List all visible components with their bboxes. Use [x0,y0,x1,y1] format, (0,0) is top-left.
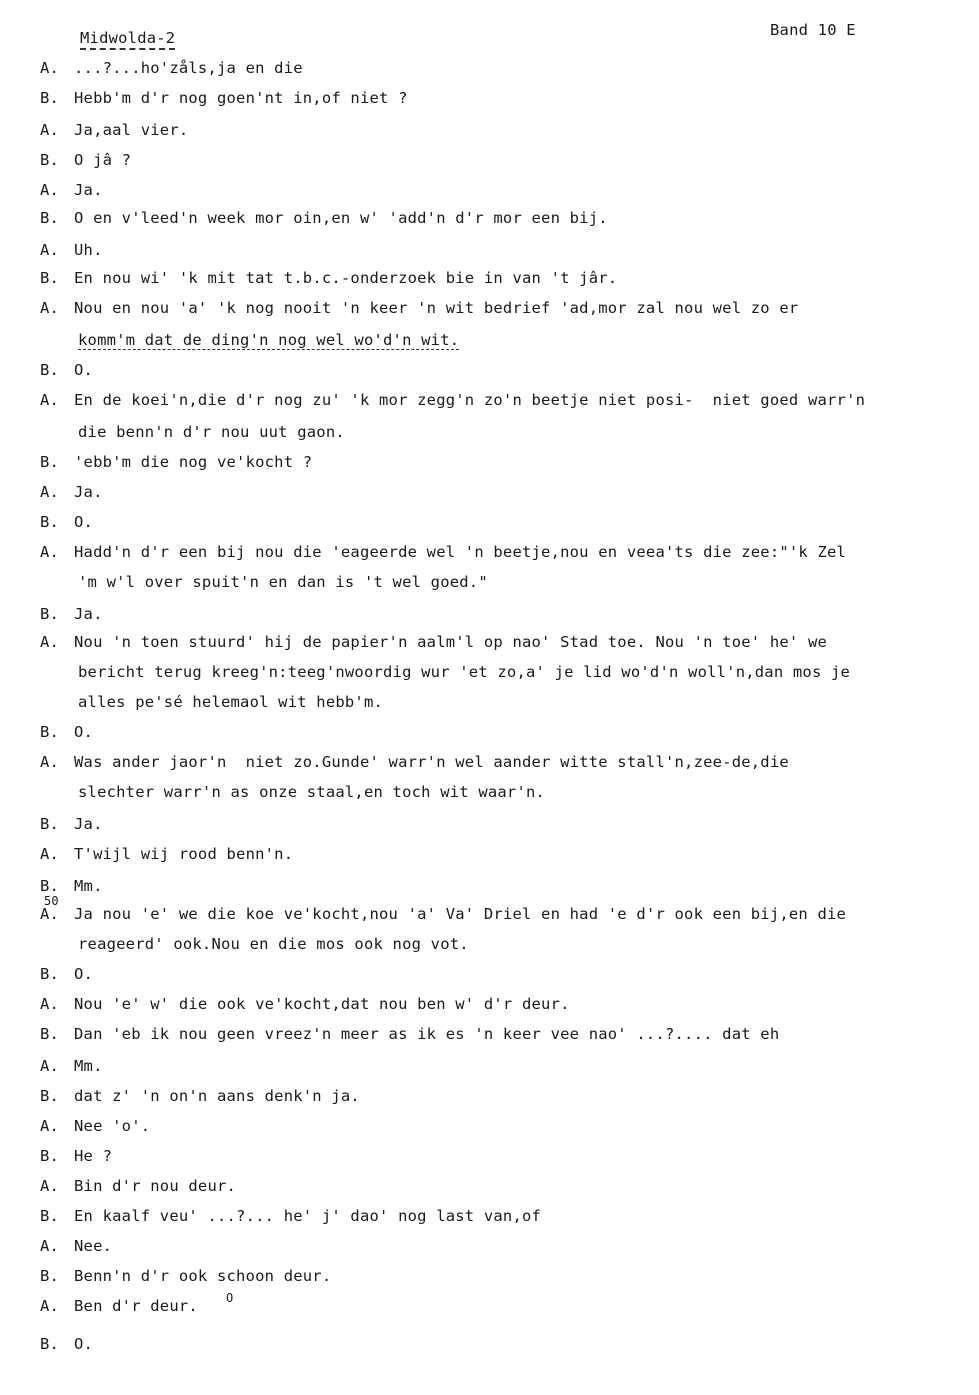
utterance-text: Hebb'm d'r nog goen'nt in,of niet ? [74,89,408,107]
utterance-text: Uh. [74,241,103,259]
speaker-label: A. [40,1117,60,1135]
trailing-fragment: er [779,299,799,317]
utterance-text: Nee 'o'. [74,1117,151,1135]
utterance-text: O. [74,723,94,741]
utterance-text: O jâ ? [74,151,132,169]
transcript-line [40,390,865,410]
transcript-line [40,150,131,170]
utterance-text: Bin d'r nou deur. [74,1177,237,1195]
utterance-text: Was ander jaor'n niet zo.Gunde' warr'n wel aander witte stall'n,zee-de,die [74,753,789,771]
speaker-label: A. [40,995,60,1013]
transcript-continuation [78,572,488,592]
transcript-line [40,360,93,380]
utterance-text: Mm. [74,877,103,895]
transcript-line [40,482,103,502]
transcript-line [40,814,103,834]
utterance-text: En nou wi' 'k mit tat t.b.c.-onderzoek bie in van 't jâr. [74,269,618,287]
transcript-continuation [78,662,850,682]
speaker-label: B. [40,1207,60,1225]
utterance-text: Benn'n d'r ook schoon deur. [74,1267,332,1285]
speaker-label: A. [40,1057,60,1075]
margin-number: 50 [44,894,59,908]
speaker-label: B. [40,1025,60,1043]
utterance-text: Ben d'r deur. [74,1297,198,1315]
utterance-text: Ja. [74,483,103,501]
speaker-label: B. [40,605,60,623]
band-label: Band 10 E [770,21,856,39]
transcript-line [40,632,827,652]
speaker-label: B. [40,361,60,379]
transcript-line [40,268,617,288]
utterance-text: dat z' 'n on'n aans denk'n ja. [74,1087,360,1105]
superscript-mark: O [226,1291,234,1305]
speaker-label: B. [40,269,60,287]
transcript-line [40,994,570,1014]
speaker-label: B. [40,815,60,833]
utterance-text: En de koei'n,die d'r nog zu' 'k mor zegg'n zo'n beetje niet posi- niet goed warr'n [74,391,866,409]
speaker-label: B. [40,723,60,741]
transcript-line [40,904,846,924]
speaker-label: B. [40,1147,60,1165]
utterance-text: Ja nou 'e' we die koe ve'kocht,nou 'a' Va' Driel en had 'e d'r ook een bij,en die [74,905,847,923]
transcript-line [40,1086,360,1106]
speaker-label: A. [40,845,60,863]
transcript-line [40,240,103,260]
transcript-continuation [78,330,459,350]
utterance-text: bericht terug kreeg'n:teeg'nwoordig wur 'et zo,a' je lid wo'd'n woll'n,dan mos je [78,663,851,681]
transcript-line [40,1206,541,1226]
utterance-text: Nee. [74,1237,113,1255]
transcript-continuation [78,422,345,442]
utterance-text: Ja. [74,181,103,199]
utterance-text: 'ebb'm die nog ve'kocht ? [74,453,313,471]
utterance-text: ...?...ho'zåls,ja en die [74,59,303,77]
utterance-text: 'm w'l over spuit'n en dan is 't wel goed." [78,573,488,591]
utterance-text: T'wijl wij rood benn'n. [74,845,294,863]
page-title: Midwolda-2 [80,28,175,50]
speaker-label: A. [40,543,60,561]
speaker-label: A. [40,1237,60,1255]
speaker-label: B. [40,453,60,471]
utterance-text: Nou 'n toen stuurd' hij de papier'n aalm'l op nao' Stad toe. Nou 'n toe' he' we [74,633,828,651]
speaker-label: A. [40,633,60,651]
utterance-text: alles pe'sé helemaol wit hebb'm. [78,693,384,711]
speaker-label: A. [40,1297,60,1315]
utterance-text: O. [74,513,94,531]
speaker-label: A. [40,299,60,317]
speaker-label: A. [40,241,60,259]
utterance-text: Hadd'n d'r een bij nou die 'eageerde wel 'n beetje,nou en veea'ts die zee:"'k Zel [74,543,847,561]
utterance-text: die benn'n d'r nou uut gaon. [78,423,345,441]
transcript-line [40,1266,331,1286]
utterance-text: O. [74,965,94,983]
utterance-text: O en v'leed'n week mor oin,en w' 'add'n d'r mor een bij. [74,209,608,227]
transcript-line [40,604,103,624]
transcript-line [40,1024,779,1044]
utterance-text: Dan 'eb ik nou geen vreez'n meer as ik es 'n keer vee nao' ...?.... dat eh [74,1025,780,1043]
utterance-text: slechter warr'n as onze staal,en toch wit waar'n. [78,783,546,801]
speaker-label: A. [40,59,60,77]
transcript-continuation [78,782,545,802]
transcript-line [40,180,103,200]
transcript-line [40,542,846,562]
utterance-text: Mm. [74,1057,103,1075]
utterance-text: He ? [74,1147,113,1165]
speaker-label: A. [40,1177,60,1195]
utterance-text: Nou en nou 'a' 'k nog nooit 'n keer 'n wit bedrief 'ad,mor zal nou wel zo [74,299,780,317]
speaker-label: A. [40,753,60,771]
speaker-label: B. [40,1087,60,1105]
transcript-line [40,1116,150,1136]
utterance-text: Ja. [74,815,103,833]
transcript-line [40,1334,93,1354]
transcript-line [40,1056,103,1076]
transcript-line [40,1146,112,1166]
transcript-line [40,452,312,472]
transcript-line [40,722,93,742]
transcript-line [40,964,93,984]
speaker-label: A. [40,483,60,501]
utterance-text: komm'm dat de ding'n nog wel wo'd'n wit. [78,331,460,349]
utterance-text: O. [74,361,94,379]
speaker-label: A. [40,181,60,199]
utterance-text: Ja,aal vier. [74,121,189,139]
utterance-text: Ja. [74,605,103,623]
utterance-text: O. [74,1335,94,1353]
transcript-line [40,298,798,318]
speaker-label: A. [40,391,60,409]
speaker-label: B. [40,1335,60,1353]
transcript-line [40,1236,112,1256]
utterance-text: reageerd' ook.Nou en die mos ook nog vot. [78,935,469,953]
transcript-line [40,1176,236,1196]
speaker-label: A. [40,905,60,923]
speaker-label: B. [40,965,60,983]
transcript-line [40,1296,198,1316]
speaker-label: B. [40,89,60,107]
transcript-line [40,752,789,772]
transcript-line [40,88,408,108]
transcript-line [40,58,303,78]
transcript-line [40,120,188,140]
speaker-label: B. [40,877,60,895]
speaker-label: B. [40,209,60,227]
speaker-label: B. [40,1267,60,1285]
transcript-continuation [78,934,469,954]
transcript-continuation [78,692,383,712]
transcript-line [40,876,103,896]
utterance-text: En kaalf veu' ...?... he' j' dao' nog last van,of [74,1207,542,1225]
transcript-line [40,844,293,864]
speaker-label: B. [40,513,60,531]
transcript-line [40,208,608,228]
utterance-text: Nou 'e' w' die ook ve'kocht,dat nou ben w' d'r deur. [74,995,570,1013]
transcript-line [40,512,93,532]
speaker-label: B. [40,151,60,169]
speaker-label: A. [40,121,60,139]
